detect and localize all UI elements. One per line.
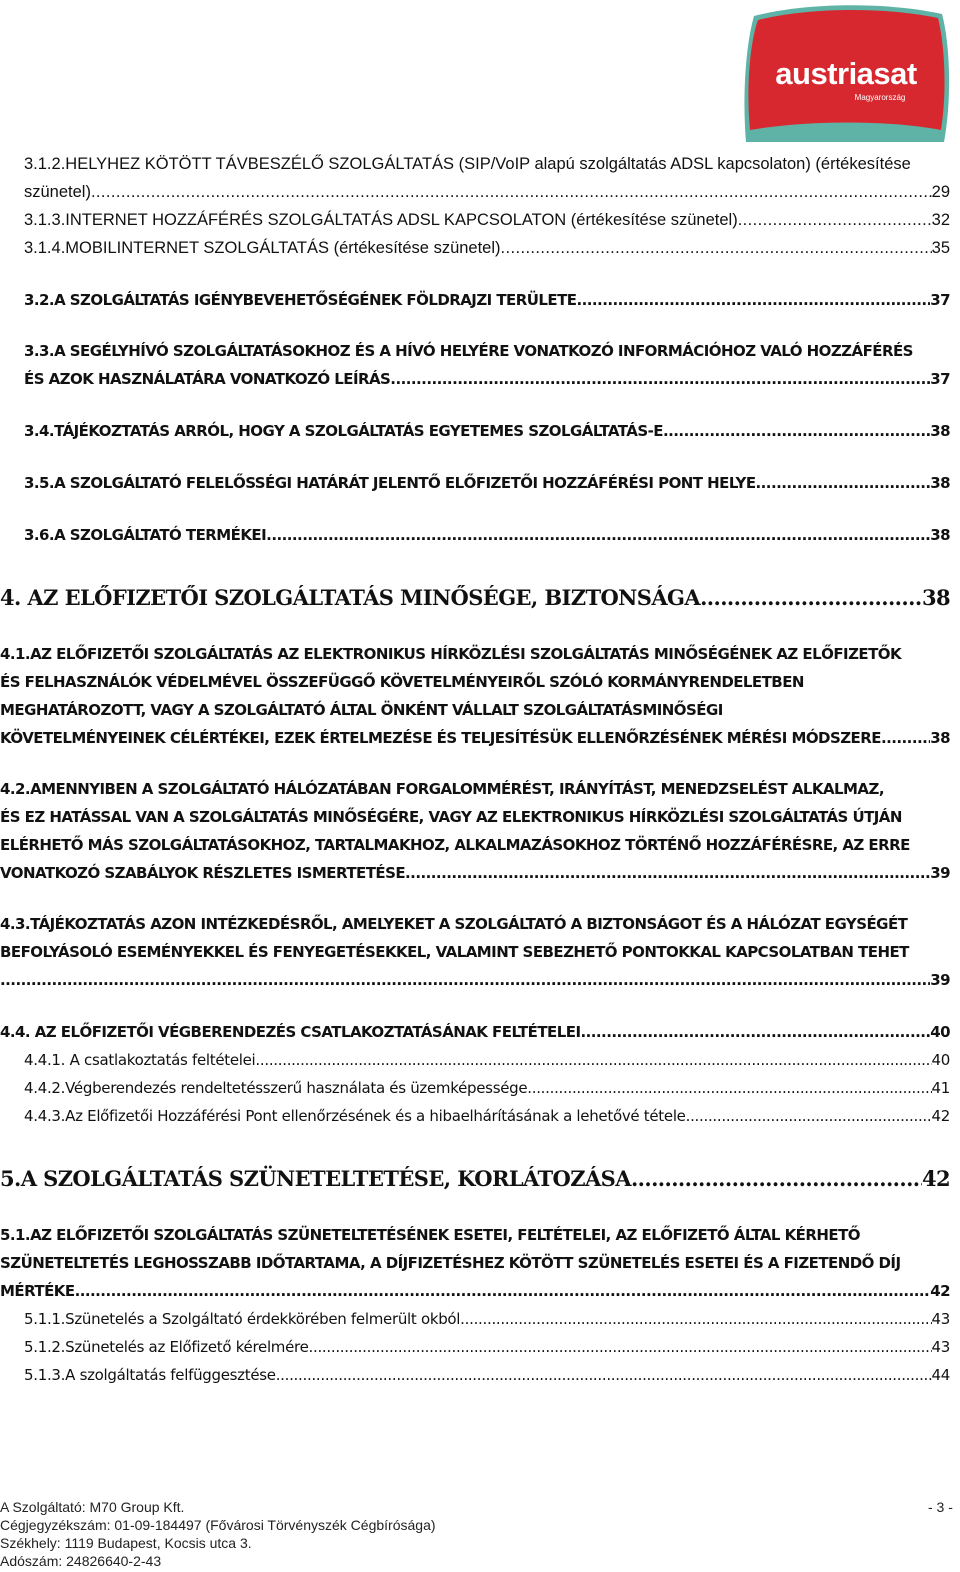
toc-entry[interactable] xyxy=(0,206,950,234)
dot-leader xyxy=(0,966,930,994)
toc-entry-line xyxy=(0,966,950,994)
dot-leader xyxy=(576,286,930,314)
toc-entry-text: BEFOLYÁSOLÓ ESEMÉNYEKKEL ÉS FENYEGETÉSEKKEL, VALAMINT SEBEZHETŐ PONTOKKAL KAPCSOLATBAN TEHET xyxy=(0,943,909,961)
toc-entry-text: 5.1.AZ ELŐFIZETŐI SZOLGÁLTATÁS SZÜNETELTETÉSÉNEK ESETEI, FELTÉTELEI, AZ ELŐFIZETŐ ÁLTAL KÉRHETŐ xyxy=(0,1226,860,1244)
toc-entry-text: VONATKOZÓ SZABÁLYOK RÉSZLETES ISMERTETÉSE xyxy=(0,864,406,882)
toc-page-number: 29 xyxy=(931,183,950,201)
toc-entry-text: 3.4.TÁJÉKOZTATÁS ARRÓL, HOGY A SZOLGÁLTATÁS EGYETEMES SZOLGÁLTATÁS-E xyxy=(24,422,663,440)
dot-leader xyxy=(686,1102,932,1130)
toc-entry-text: SZÜNETELTETÉS LEGHOSSZABB IDŐTARTAMA, A DÍJFIZETÉSHEZ KÖTÖTT SZÜNETELÉS ESETEI ÉS A FIZETENDŐ DÍJ xyxy=(0,1254,901,1272)
dot-leader xyxy=(881,724,930,752)
footer-page-number: - 3 - xyxy=(928,1499,953,1515)
toc-entry-text: 5.A SZOLGÁLTATÁS SZÜNETELTETÉSE, KORLÁTOZÁSA xyxy=(0,1166,631,1191)
toc-entry[interactable] xyxy=(0,1305,950,1333)
footer-registry: Cégjegyzékszám: 01-09-184497 (Fővárosi Törvényszék Cégbírósága) xyxy=(0,1517,436,1533)
toc-entry[interactable] xyxy=(0,583,950,613)
dot-leader xyxy=(405,859,930,887)
footer-company: A Szolgáltató: M70 Group Kft. xyxy=(0,1499,185,1515)
toc-page-number: 43 xyxy=(931,1310,950,1328)
toc-page-number: 38 xyxy=(930,474,950,492)
toc-page-number: 41 xyxy=(931,1079,950,1097)
toc-entry-text: 5.1.1.Szünetelés a Szolgáltató érdekkörében felmerült okból xyxy=(24,1310,461,1328)
toc-entry-line xyxy=(0,583,950,613)
toc-entry-line xyxy=(24,286,950,314)
toc-entry[interactable] xyxy=(0,1221,950,1305)
toc-entry[interactable] xyxy=(0,1046,950,1074)
toc-entry-line xyxy=(24,1305,950,1333)
toc-entry-text: ÉS AZOK HASZNÁLATÁRA VONATKOZÓ LEÍRÁS xyxy=(24,370,391,388)
dot-leader xyxy=(756,469,931,497)
toc-entry[interactable] xyxy=(0,775,950,887)
dot-leader xyxy=(255,1046,931,1074)
dot-leader xyxy=(390,365,930,393)
dot-leader xyxy=(75,1277,931,1305)
toc-entry-line xyxy=(0,1277,950,1305)
toc-page-number: 42 xyxy=(921,1166,950,1191)
toc-entry-line xyxy=(0,1164,950,1194)
toc-entry-text: 3.6.A SZOLGÁLTATÓ TERMÉKEI xyxy=(24,526,267,544)
toc-entry-text: MEGHATÁROZOTT, VAGY A SZOLGÁLTATÓ ÁLTAL ÖNKÉNT VÁLLALT SZOLGÁLTATÁSMINŐSÉGI xyxy=(0,701,723,719)
toc-entry-text: 3.5.A SZOLGÁLTATÓ FELELŐSSÉGI HATÁRÁT JELENTŐ ELŐFIZETŐI HOZZÁFÉRÉSI PONT HELYE xyxy=(24,474,756,492)
toc-entry[interactable] xyxy=(0,1102,950,1130)
toc-entry-text: 5.1.3.A szolgáltatás felfüggesztése xyxy=(24,1366,276,1384)
toc-entry-text: ÉS EZ HATÁSSAL VAN A SZOLGÁLTATÁS MINŐSÉGÉRE, VAGY AZ ELEKTRONIKUS HÍRKÖZLÉSI SZOLGÁLTATÁS ÚTJÁN xyxy=(0,808,902,826)
toc-entry-text: 4. AZ ELŐFIZETŐI SZOLGÁLTATÁS MINŐSÉGE, BIZTONSÁGA xyxy=(0,585,701,610)
dot-leader xyxy=(309,1333,932,1361)
toc-page-number: 42 xyxy=(930,1282,950,1300)
toc-entry[interactable] xyxy=(0,910,950,994)
toc-page-number: 39 xyxy=(930,864,950,882)
toc-entry-line xyxy=(24,234,950,262)
toc-entry[interactable] xyxy=(0,234,950,262)
toc-page-number: 38 xyxy=(930,526,950,544)
toc-page-number: 37 xyxy=(930,291,950,309)
dot-leader xyxy=(501,234,932,262)
toc-entry-text: KÖVETELMÉNYEINEK CÉLÉRTÉKEI, EZEK ÉRTELMEZÉSE ÉS TELJESÍTÉSÜK ELLENŐRZÉSÉNEK MÉRÉSI MÓDSZERE xyxy=(0,729,881,747)
logo-subtext: Magyarország xyxy=(854,93,906,102)
toc-entry-text: MÉRTÉKE xyxy=(0,1282,75,1300)
toc-entry[interactable] xyxy=(0,1164,950,1194)
toc-entry-text: 4.3.TÁJÉKOZTATÁS AZON INTÉZKEDÉSRŐL, AMELYEKET A SZOLGÁLTATÓ A BIZTONSÁGOT ÉS A HÁLÓZAT EGYSÉGÉT xyxy=(0,915,908,933)
toc-entry-text: 4.4.3.Az Előfizetői Hozzáférési Pont ellenőrzésének és a hibaelhárításának a lehetővé tétele xyxy=(24,1107,686,1125)
dot-leader xyxy=(631,1164,922,1194)
footer-address: Székhely: 1119 Budapest, Kocsis utca 3. xyxy=(0,1535,252,1551)
toc-entry-line xyxy=(24,365,950,393)
toc-entry-text: 4.4.2.Végberendezés rendeltetésszerű használata és üzemképessége xyxy=(24,1079,528,1097)
toc-entry-text: ELÉRHETŐ MÁS SZOLGÁLTATÁSOKHOZ, TARTALMAKHOZ, ALKALMAZÁSOKHOZ TÖRTÉNŐ HOZZÁFÉRÉSRE, AZ ERRE xyxy=(0,836,910,854)
logo-text: austriasat xyxy=(775,56,917,91)
austriasat-logo xyxy=(738,4,952,144)
toc-entry-text: 4.2.AMENNYIBEN A SZOLGÁLTATÓ HÁLÓZATÁBAN FORGALOMMÉRÉST, IRÁNYÍTÁST, MENEDZSELÉST ALKALMAZ, xyxy=(0,780,884,798)
toc-entry-text: 4.4.1. A csatlakoztatás feltételei xyxy=(24,1051,256,1069)
toc-entry[interactable] xyxy=(0,469,950,497)
toc-entry-line xyxy=(24,178,950,206)
toc-page-number: 35 xyxy=(931,239,950,257)
toc-entry[interactable] xyxy=(0,1361,950,1389)
toc-page-number: 38 xyxy=(930,729,950,747)
toc-entry[interactable] xyxy=(0,1333,950,1361)
toc-entry-text: 4.1.AZ ELŐFIZETŐI SZOLGÁLTATÁS AZ ELEKTRONIKUS HÍRKÖZLÉSI SZOLGÁLTATÁS MINŐSÉGÉNEK AZ ELŐFIZETŐK xyxy=(0,645,902,663)
dot-leader xyxy=(91,178,932,206)
toc-entry-line xyxy=(24,206,950,234)
dot-leader xyxy=(738,206,932,234)
toc-page-number: 39 xyxy=(930,971,950,989)
toc-entry-text: 3.1.2.HELYHEZ KÖTÖTT TÁVBESZÉLŐ SZOLGÁLTATÁS (SIP/VoIP alapú szolgáltatás ADSL kapcsolaton) (értékesítése xyxy=(24,155,911,173)
toc-entry[interactable] xyxy=(0,417,950,445)
toc-page-number: 40 xyxy=(931,1051,950,1069)
toc-entry-line xyxy=(24,1102,950,1130)
dot-leader xyxy=(276,1361,932,1389)
dot-leader xyxy=(527,1074,931,1102)
toc-entry-text: szünetel) xyxy=(24,183,91,201)
toc-entry-text: 3.3.A SEGÉLYHÍVÓ SZOLGÁLTATÁSOKHOZ ÉS A HÍVÓ HELYÉRE VONATKOZÓ INFORMÁCIÓHOZ VALÓ HOZZÁFÉRÉS xyxy=(24,342,913,360)
toc-entry[interactable] xyxy=(0,521,950,549)
toc-entry-text: 5.1.2.Szünetelés az Előfizető kérelmére xyxy=(24,1338,309,1356)
toc-entry-line xyxy=(24,1361,950,1389)
toc-entry-text: 3.2.A SZOLGÁLTATÁS IGÉNYBEVEHETŐSÉGÉNEK FÖLDRAJZI TERÜLETE xyxy=(24,291,577,309)
toc-entry-text: 3.1.3.INTERNET HOZZÁFÉRÉS SZOLGÁLTATÁS ADSL KAPCSOLATON (értékesítése szünetel) xyxy=(24,211,738,229)
toc-entry[interactable] xyxy=(0,286,950,314)
toc-entry-line xyxy=(24,521,950,549)
footer-tax-number: Adószám: 24826640-2-43 xyxy=(0,1553,162,1569)
toc-entry-text: 4.4. AZ ELŐFIZETŐI VÉGBERENDEZÉS CSATLAKOZTATÁSÁNAK FELTÉTELEI xyxy=(0,1023,581,1041)
toc-entry-line xyxy=(24,417,950,445)
toc-entry-line xyxy=(0,1018,950,1046)
toc-entry[interactable] xyxy=(0,337,950,393)
toc-entry-text: 3.1.4.MOBILINTERNET SZOLGÁLTATÁS (értékesítése szünetel) xyxy=(24,239,501,257)
dot-leader xyxy=(580,1018,930,1046)
toc-entry-line xyxy=(24,469,950,497)
toc-entry[interactable] xyxy=(0,1018,950,1046)
toc-entry-text: ÉS FELHASZNÁLÓK VÉDELMÉVEL ÖSSZEFÜGGŐ KÖVETELMÉNYEIRŐL SZÓLÓ KORMÁNYRENDELETBEN xyxy=(0,673,804,691)
dot-leader xyxy=(663,417,930,445)
toc-page-number: 38 xyxy=(921,585,950,610)
toc-entry[interactable] xyxy=(0,1074,950,1102)
dot-leader xyxy=(266,521,930,549)
toc-page-number: 42 xyxy=(931,1107,950,1125)
toc-page-number: 44 xyxy=(931,1366,950,1384)
toc-page-number: 38 xyxy=(930,422,950,440)
footer xyxy=(0,1498,960,1570)
toc-page-number: 40 xyxy=(930,1023,950,1041)
toc-entry-line xyxy=(24,1333,950,1361)
toc-entry-line xyxy=(0,724,950,752)
toc-entry[interactable] xyxy=(0,640,950,752)
toc-page-number: 37 xyxy=(930,370,950,388)
toc-page-number: 32 xyxy=(931,211,950,229)
dot-leader xyxy=(700,583,922,613)
toc-entry-line xyxy=(24,1046,950,1074)
toc-entry[interactable] xyxy=(0,150,950,206)
toc-entry-line xyxy=(0,859,950,887)
toc-page-number: 43 xyxy=(931,1338,950,1356)
toc-entry-line xyxy=(24,1074,950,1102)
dot-leader xyxy=(460,1305,931,1333)
